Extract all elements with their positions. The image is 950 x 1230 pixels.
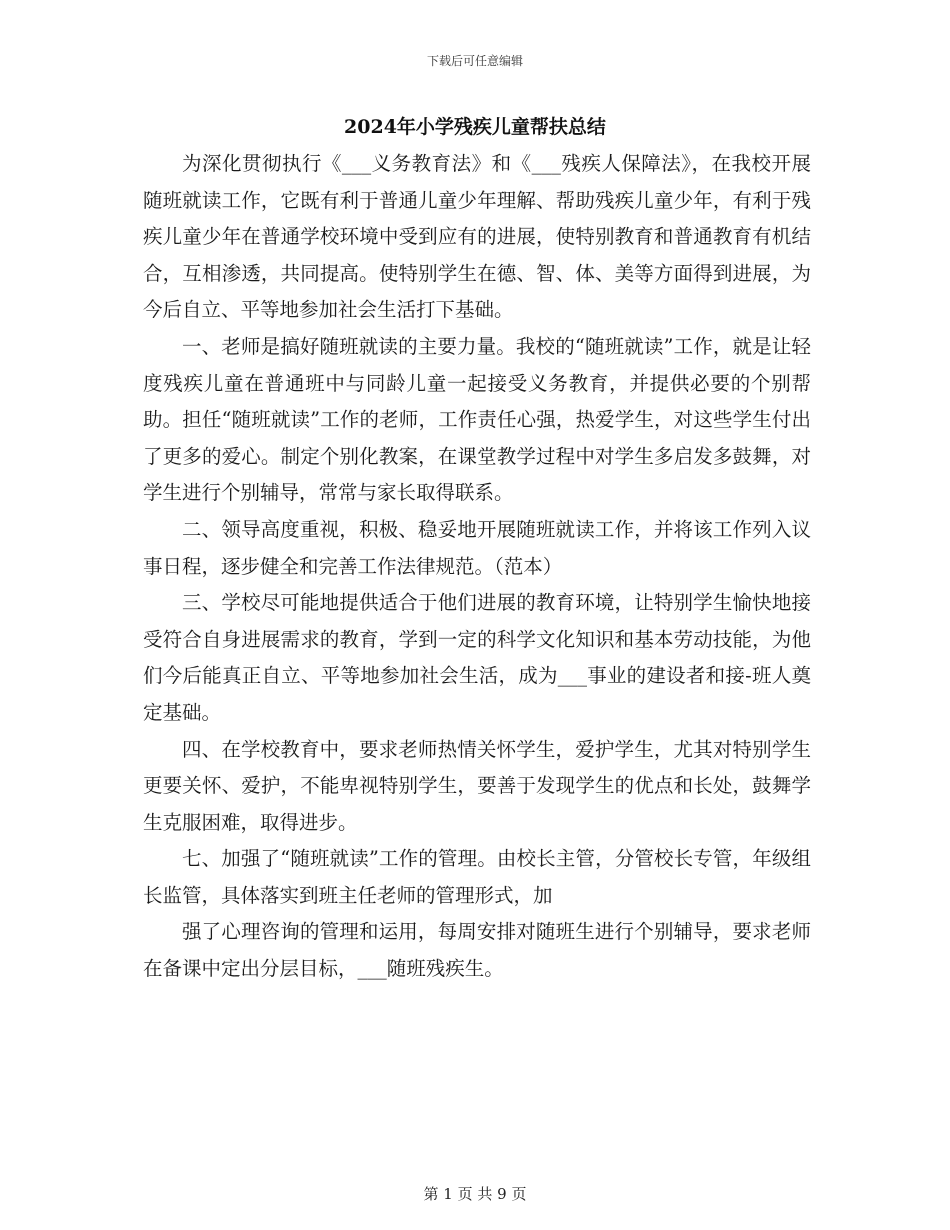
document-title: 2024年小学残疾儿童帮扶总结 — [344, 116, 606, 138]
paragraph-1: 一、老师是搞好随班就读的主要力量。我校的“随班就读”工作，就是让轻度残疾儿童在普通班中与同龄儿童一起接受义务教育，并提供必要的个别帮助。担任“随班就读”工作的老师，工作责任心强，热爱学生，对这些学生付出了更多的爱心。制定个别化教案，在课堂教学过程中对学生多启发多鼓舞，对学生进行个别辅导，常常与家长取得联系。 — [143, 334, 811, 505]
paragraph-2: 二、领导高度重视，积极、稳妥地开展随班就读工作，并将该工作列入议事日程，逐步健全和完善工作法律规范。（范本） — [143, 517, 811, 578]
paragraph-7-continued: 强了心理咨询的管理和运用，每周安排对随班生进行个别辅导，要求老师在备课中定出分层目标，___随班残疾生。 — [143, 920, 811, 981]
paragraph-4: 四、在学校教育中，要求老师热情关怀学生，爱护学生，尤其对特别学生更要关怀、爱护，不能卑视特别学生，要善于发现学生的优点和长处，鼓舞学生克服困难，取得进步。 — [143, 737, 811, 834]
header-note: 下载后可任意编辑 — [426, 54, 523, 68]
paragraph-3: 三、学校尽可能地提供适合于他们进展的教育环境，让特别学生愉快地接受符合自身进展需求的教育，学到一定的科学文化知识和基本劳动技能，为他们今后能真正自立、平等地参加社会生活，成为___事业的建设者和接-班人奠定基础。 — [143, 591, 811, 724]
paragraph-7: 七、加强了“随班就读”工作的管理。由校长主管，分管校长专管，年级组长监管，具体落实到班主任老师的管理形式，加 — [143, 847, 811, 907]
page-number: 第 1 页 共 9 页 — [423, 1185, 527, 1203]
paragraph-intro: 为深化贯彻执行《___义务教育法》和《___残疾人保障法》，在我校开展随班就读工作，它既有利于普通儿童少年理解、帮助残疾儿童少年，有利于残疾儿童少年在普通学校环境中受到应有的进展，使特别教育和普通教育有机结合，互相渗透，共同提高。使特别学生在德、智、体、美等方面得到进展，为今后自立、平等地参加社会生活打下基础。 — [143, 152, 811, 322]
document-body — [143, 146, 811, 988]
